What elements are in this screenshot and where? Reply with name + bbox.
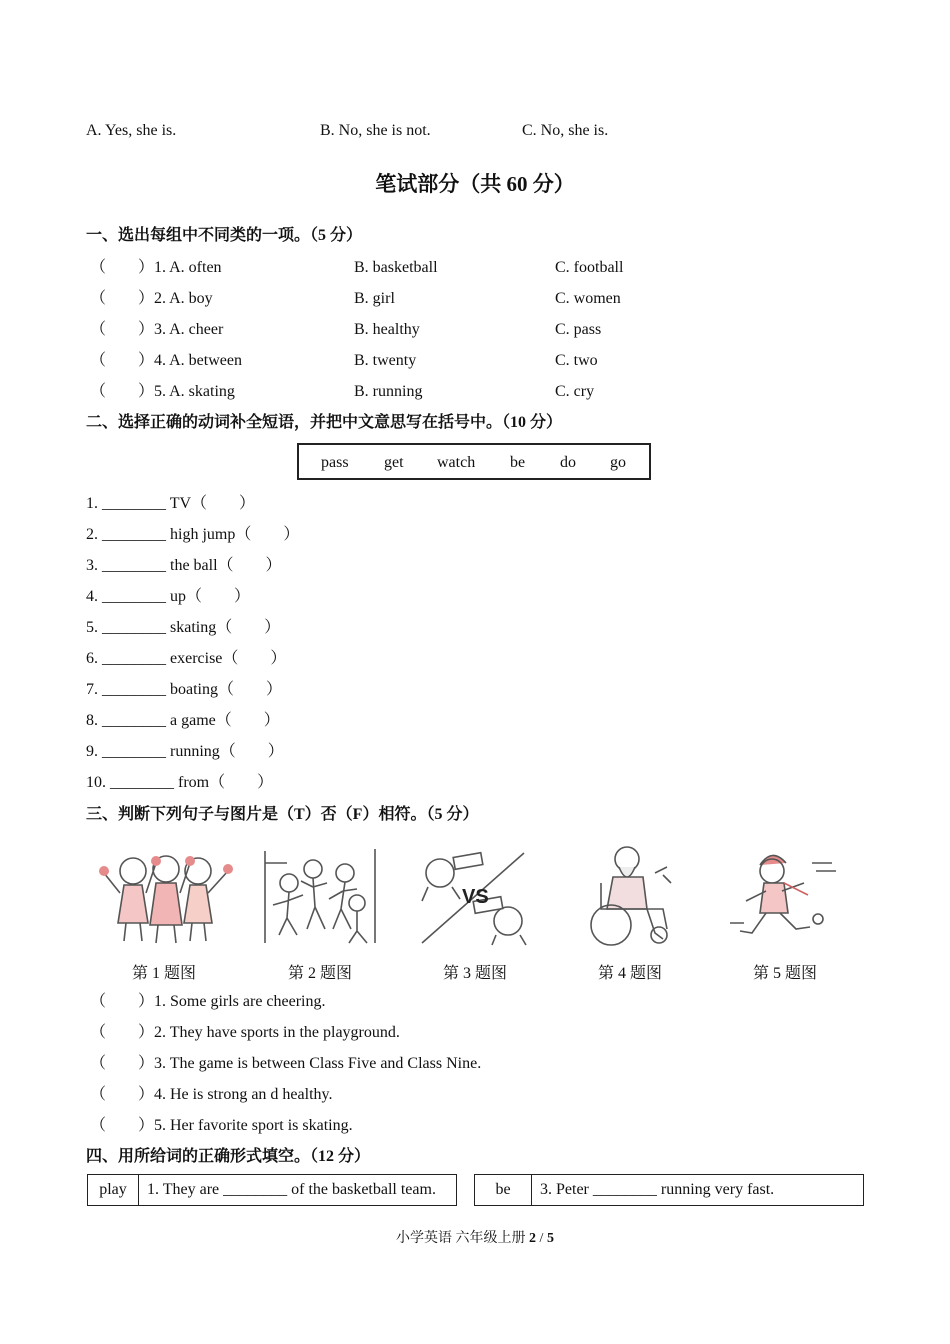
page-number: 2 — [529, 1231, 537, 1246]
section-3-heading: 三、判断下列句子与图片是（T）否（F）相符。（5 分） — [86, 806, 479, 823]
answer-paren[interactable]: （ ） — [90, 1055, 155, 1072]
phrase-item[interactable]: 9. ________ running（ ） — [86, 743, 284, 760]
picture-caption: 第 5 题图 — [753, 965, 818, 982]
option-c: C. two — [555, 352, 598, 369]
picture-3-versus — [412, 843, 552, 948]
section-1-heading: 一、选出每组中不同类的一项。（5 分） — [86, 227, 363, 244]
picture-caption: 第 4 题图 — [598, 965, 663, 982]
picture-5-running-girl — [722, 843, 862, 948]
page-separator: / — [536, 1231, 547, 1246]
vs-label: VS — [462, 886, 489, 908]
option-b: B. running — [354, 383, 423, 400]
option-c: C. women — [555, 290, 621, 307]
picture-caption: 第 1 题图 — [132, 965, 197, 982]
page-total: 5 — [546, 1231, 554, 1246]
prev-option-c: C. No, she is. — [522, 122, 609, 139]
judge-sentence: 4. He is strong an d healthy. — [154, 1086, 333, 1103]
word-bank-item: do — [560, 454, 576, 471]
picture-caption: 第 3 题图 — [443, 965, 508, 982]
picture-4-wheelchair — [567, 843, 707, 948]
phrase-item[interactable]: 2. ________ high jump（ ） — [86, 526, 300, 543]
option-a: 2. A. boy — [154, 290, 213, 307]
given-word: be — [475, 1175, 532, 1206]
page-footer — [0, 1227, 950, 1247]
option-b: B. girl — [354, 290, 395, 307]
word-bank-item: go — [610, 454, 626, 471]
word-bank-item: watch — [437, 454, 476, 471]
answer-paren[interactable]: （ ） — [90, 259, 155, 276]
option-a: 1. A. often — [154, 259, 222, 276]
phrase-item[interactable]: 6. ________ exercise（ ） — [86, 650, 287, 667]
answer-paren[interactable]: （ ） — [90, 1086, 155, 1103]
word-bank-item: get — [384, 454, 404, 471]
phrase-item[interactable]: 5. ________ skating（ ） — [86, 619, 281, 636]
phrase-item[interactable]: 7. ________ boating（ ） — [86, 681, 282, 698]
judge-sentence: 2. They have sports in the playground. — [154, 1024, 400, 1041]
answer-paren[interactable]: （ ） — [90, 290, 155, 307]
footer-text: 小学英语 六年级上册 — [396, 1231, 530, 1246]
fill-table-left — [87, 1174, 457, 1206]
fill-sentence[interactable]: 3. Peter ________ running very fast. — [532, 1175, 864, 1206]
page-title: 笔试部分（共 60 分） — [375, 172, 575, 196]
answer-paren[interactable]: （ ） — [90, 383, 155, 400]
option-b: B. basketball — [354, 259, 438, 276]
prev-option-a: A. Yes, she is. — [86, 122, 177, 139]
phrase-item[interactable]: 4. ________ up（ ） — [86, 588, 251, 605]
section-4-heading: 四、用所给词的正确形式填空。（12 分） — [86, 1148, 371, 1165]
option-a: 5. A. skating — [154, 383, 235, 400]
answer-paren[interactable]: （ ） — [90, 321, 155, 338]
phrase-item[interactable]: 8. ________ a game（ ） — [86, 712, 280, 729]
phrase-item[interactable]: 1. ________ TV（ ） — [86, 495, 256, 512]
word-bank-item: be — [510, 454, 526, 471]
answer-paren[interactable]: （ ） — [90, 993, 155, 1010]
answer-paren[interactable]: （ ） — [90, 1117, 155, 1134]
option-c: C. pass — [555, 321, 602, 338]
given-word: play — [88, 1175, 139, 1206]
answer-paren[interactable]: （ ） — [90, 352, 155, 369]
option-b: B. twenty — [354, 352, 417, 369]
option-a: 3. A. cheer — [154, 321, 224, 338]
fill-table-right — [474, 1174, 864, 1206]
phrase-item[interactable]: 10. ________ from（ ） — [86, 774, 274, 791]
word-bank — [297, 443, 651, 480]
picture-2-kids-playing — [257, 843, 397, 948]
word-bank-item: pass — [321, 454, 349, 471]
prev-option-b: B. No, she is not. — [320, 122, 431, 139]
judge-sentence: 1. Some girls are cheering. — [154, 993, 326, 1010]
picture-1-cheering-girls — [98, 843, 238, 948]
option-c: C. cry — [555, 383, 595, 400]
option-b: B. healthy — [354, 321, 420, 338]
option-a: 4. A. between — [154, 352, 242, 369]
picture-caption: 第 2 题图 — [288, 965, 353, 982]
judge-sentence: 5. Her favorite sport is skating. — [154, 1117, 353, 1134]
judge-sentence: 3. The game is between Class Five and Class Nine. — [154, 1055, 482, 1072]
section-2-heading: 二、选择正确的动词补全短语，并把中文意思写在括号中。（10 分） — [86, 414, 563, 431]
answer-paren[interactable]: （ ） — [90, 1024, 155, 1041]
fill-sentence[interactable]: 1. They are ________ of the basketball team. — [139, 1175, 457, 1206]
phrase-item[interactable]: 3. ________ the ball（ ） — [86, 557, 282, 574]
option-c: C. football — [555, 259, 624, 276]
